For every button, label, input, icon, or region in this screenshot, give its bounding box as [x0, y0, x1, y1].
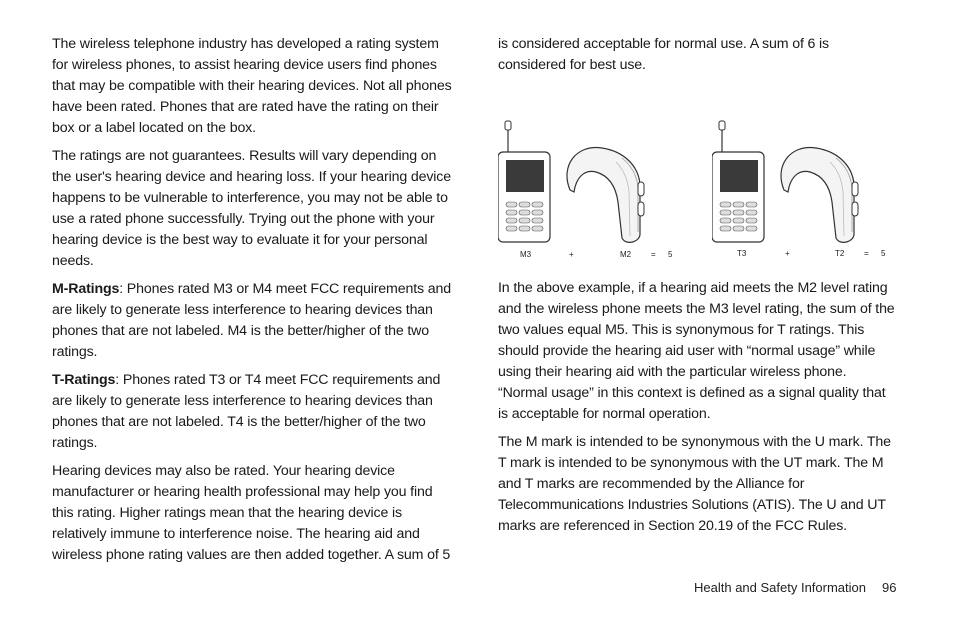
m-rating-figure — [498, 118, 688, 266]
hearing-device-rating-paragraph: Hearing devices may also be rated. Your hearing device manufacturer or hearing health professional may help you find this rating. Higher ratings mean that the hearing device is relatively immune to interference noise. The hearing aid and wireless phone rating values are then added together. A sum of 5 — [52, 463, 451, 563]
equals-sign: = — [651, 250, 656, 259]
hearing-aid-icon — [567, 148, 644, 243]
sum-continuation-paragraph: is considered acceptable for normal use. A sum of 6 is considered for best use. — [498, 36, 829, 73]
phone-rating-label: T3 — [737, 249, 747, 258]
t-rating-figure — [712, 118, 902, 266]
guarantee-paragraph: The ratings are not guarantees. Results will vary depending on the user's hearing device and hearing loss. If your hearing device happens to be vulnerable to interference, you may not be able to use a rated phone successfully. Trying out the phone with your hearing device is the best way to evaluate it for your personal needs. — [52, 148, 451, 269]
plus-sign: + — [785, 249, 790, 258]
phone-and-hearing-aid-illustration — [498, 118, 688, 266]
phone-and-hearing-aid-illustration — [712, 118, 902, 266]
mark-paragraph: The M mark is intended to be synonymous with the U mark. The T mark is intended to be synonymous with the UT mark. The M and T marks are recommended by the Alliance for Telecommunications Industries Solutions (ATIS). The U and UT marks are referenced in Section 20.19 of the FCC Rules. — [498, 434, 891, 534]
right-column — [498, 34, 896, 544]
t-ratings-paragraph — [52, 370, 452, 454]
hearing-aid-icon — [781, 148, 858, 243]
t-ratings-term: T-Ratings — [52, 372, 116, 388]
m-ratings-paragraph — [52, 279, 452, 363]
t-ratings-text: : Phones rated T3 or T4 meet FCC requirements and are likely to generate less interference to hearing devices than phones that are not labeled. T4 is the better/higher of the two ratings. — [52, 372, 441, 451]
cell-phone-icon — [498, 121, 550, 242]
equals-sign: = — [864, 249, 869, 258]
plus-sign: + — [569, 250, 574, 259]
hearing-aid-rating-label: M2 — [620, 250, 632, 259]
sum-value: 5 — [881, 249, 886, 258]
left-column — [52, 34, 452, 573]
m-ratings-text: : Phones rated M3 or M4 meet FCC requirements and are likely to generate less interference to hearing devices than phones that are not labeled. M4 is the better/higher of the two ratings. — [52, 281, 451, 360]
example-paragraph: In the above example, if a hearing aid meets the M2 level rating and the wireless phone meets the M3 level rating, the sum of the two values equal M5. This is synonymous for T ratings. This should provide the hearing aid user with “normal usage” while using their hearing aid with the particular wireless phone. “Normal usage” in this context is defined as a signal quality that is acceptable for normal operation. — [498, 280, 895, 422]
footer-section-title: Health and Safety Information — [694, 580, 866, 595]
m-ratings-term: M-Ratings — [52, 281, 120, 297]
page-number: 96 — [882, 580, 897, 595]
hearing-aid-rating-label: T2 — [835, 249, 845, 258]
intro-paragraph: The wireless telephone industry has developed a rating system for wireless phones, to assist hearing device users find phones that may be compatible with their hearing devices. Not all phones have been rated. Phones that are rated have the rating on their box or a label located on the box. — [52, 36, 452, 136]
cell-phone-icon — [712, 121, 764, 242]
sum-value: 5 — [668, 250, 673, 259]
phone-rating-label: M3 — [520, 250, 532, 259]
